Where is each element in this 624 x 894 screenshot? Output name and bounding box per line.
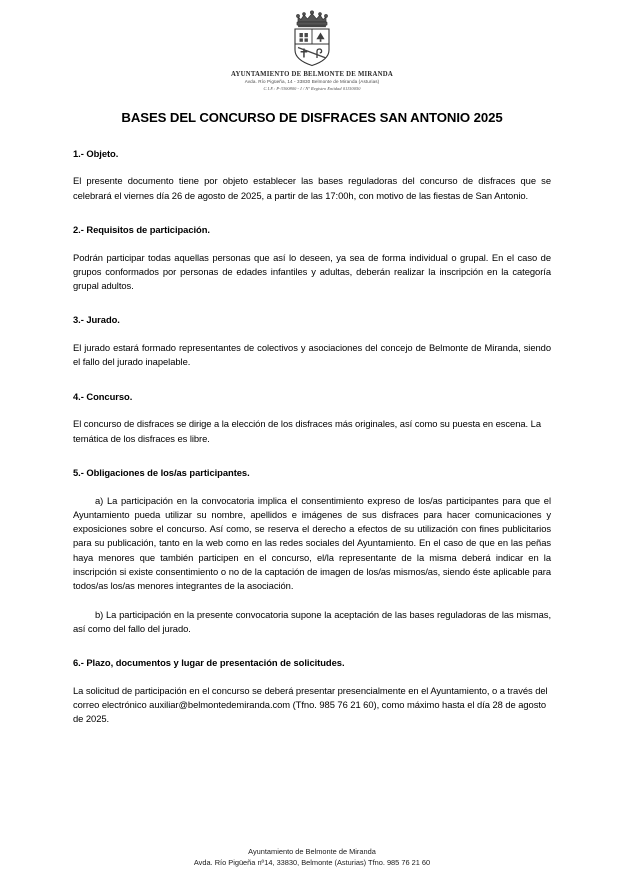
letterhead <box>0 0 624 92</box>
page-title: BASES DEL CONCURSO DE DISFRACES SAN ANTONIO 2025 <box>121 110 503 126</box>
section-body-2: Podrán participar todas aquellas personas que así lo deseen, ya sea de forma individual o grupal. En el caso de grupos conformados por personas de edades infantiles y adultas, deberán realizar la inscripción en la categoría grupal adultos. <box>73 251 551 292</box>
section-heading-3: 3.- Jurado. <box>73 314 120 326</box>
section-body-6: La solicitud de participación en el concurso se deberá presentar presencialmente en el Ayuntamiento, o a través del correo electrónico auxiliar@belmontedemiranda.com (Tfno. 985 76 21 60), como máximo hasta el día 28 de agosto de 2025. <box>73 684 548 725</box>
section-body-5b: b) La participación en la presente convocatoria supone la aceptación de las bases reguladoras de las mismas, así como del fallo del jurado. <box>73 608 551 634</box>
section-body-4: El concurso de disfraces se dirige a la elección de los disfraces más originales, así como su puesta en escena. La temática de los disfraces es libre. <box>73 418 541 444</box>
footer-organization: Ayuntamiento de Belmonte de Miranda <box>248 846 376 856</box>
footer-address: Avda. Río Pigüeña nº14, 33830, Belmonte (Asturias) Tfno. 985 76 21 60 <box>193 857 431 867</box>
page-footer <box>0 846 624 868</box>
organization-name: AYUNTAMIENTO DE BELMONTE DE MIRANDA <box>230 70 394 78</box>
section-heading-2: 2.- Requisitos de participación. <box>73 223 210 235</box>
section-body-5a: a) La participación en la convocatoria implica el consentimiento expreso de los/as participantes para que el Ayuntamiento pueda utilizar su nombre, apellidos e imágenes de sus disfraces para hacer comunicaciones y exposiciones sobre el concurso. Así como, se reserva el derecho a efectos de su utilización con fines publicitarios para su publicación, tanto en la web como en las redes sociales del Ayuntamiento. En el caso de que en las peñas haya menores que también participen en el concurso, el/la representante de la misma deberá indicar en la inscripción si existe consentimiento o no de la captación de imagen de los/as mismos/as, siendo éste aplicable para todos/as los/as menores integrantes de la asociación. <box>73 494 551 592</box>
coat-of-arms-icon <box>286 6 338 68</box>
organization-cif: C.I.F.: P-3300800 - I / Nº Registro Entidad 01150050 <box>263 85 361 91</box>
section-heading-5: 5.- Obligaciones de los/as participantes. <box>73 466 250 478</box>
section-heading-6: 6.- Plazo, documentos y lugar de presentación de solicitudes. <box>73 657 345 669</box>
section-body-1: El presente documento tiene por objeto establecer las bases reguladoras del concurso de disfraces que se celebrará el viernes día 26 de agosto de 2025, a partir de las 17:00h, con motivo de las fiestas de San Antonio. <box>73 175 551 201</box>
section-heading-4: 4.- Concurso. <box>73 390 133 402</box>
organization-address: Avda. Río Pigüeña, 14 - 33830 Belmonte de Miranda (Asturias) <box>244 79 380 84</box>
document-body <box>73 147 551 727</box>
section-body-3: El jurado estará formado representantes de colectivos y asociaciones del concejo de Belmonte de Miranda, siendo el fallo del jurado inapelable. <box>73 342 551 368</box>
section-heading-1: 1.- Objeto. <box>73 147 119 159</box>
